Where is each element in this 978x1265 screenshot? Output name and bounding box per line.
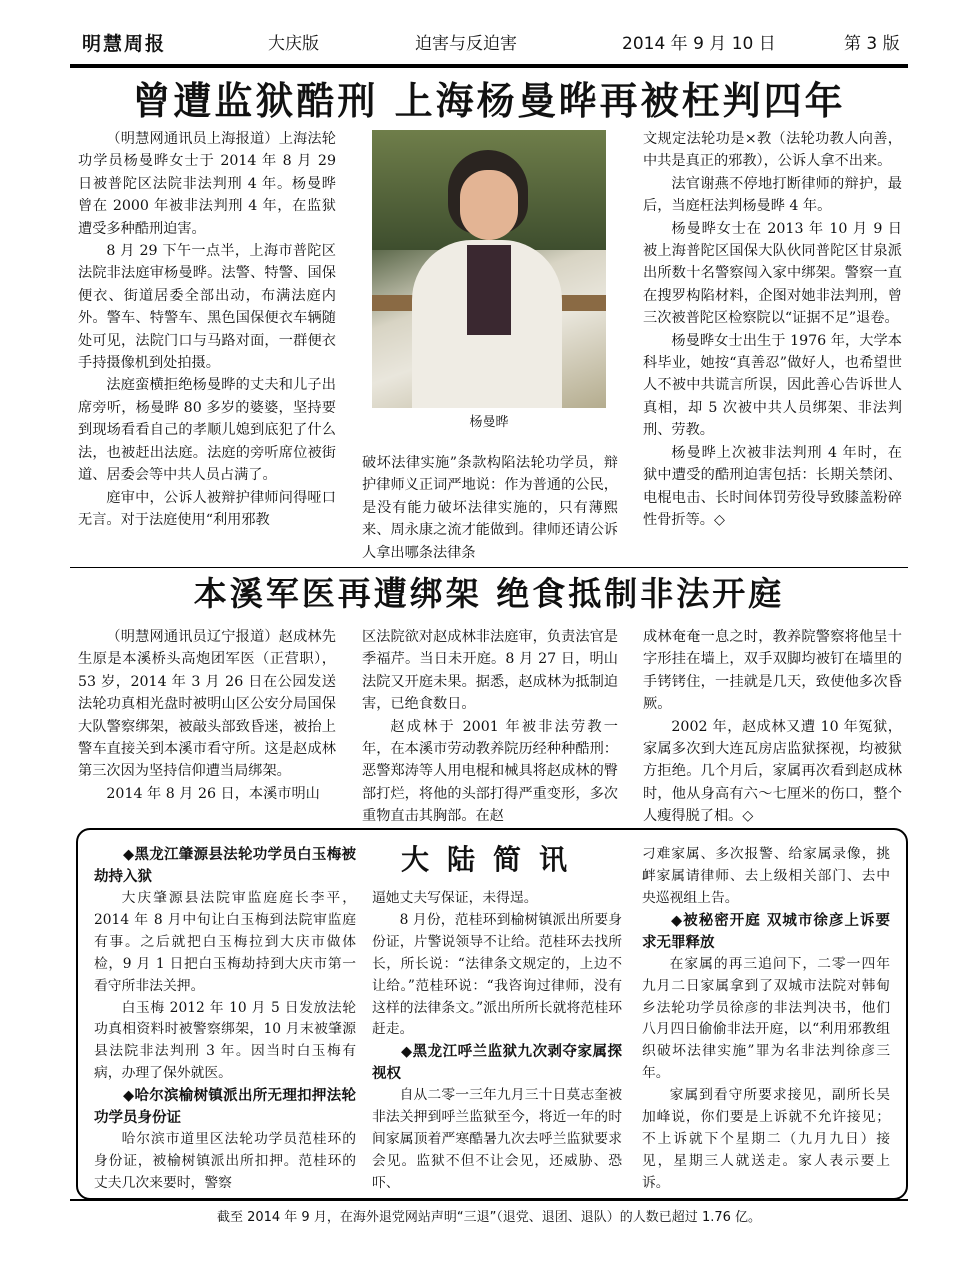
- brief-heading: ◆黑龙江肇源县法轮功学员白玉梅被劫持入狱: [94, 847, 356, 885]
- paragraph: 法庭蛮横拒绝杨曼晔的丈夫和儿子出席旁听，杨曼晔 80 多岁的婆婆，坚持要到现场看看自己的孝顺儿媳到底犯了什么法，也被赶出法庭。法庭的旁听席位被街道、居委会等中共人员占满了。: [78, 377, 336, 484]
- paragraph: 法官谢燕不停地打断律师的辩护，最后，当庭枉法判杨曼晔 4 年。: [643, 175, 902, 215]
- article1-title: 曾遭监狱酷刑 上海杨曼晔再被枉判四年: [132, 78, 846, 123]
- footer-rule: [70, 1199, 908, 1201]
- photo-caption: 杨曼晔: [469, 415, 509, 430]
- article2-column-2: [362, 626, 618, 828]
- briefs-column-3: [642, 844, 890, 1195]
- article2-column-1: [78, 626, 336, 805]
- paragraph: 杨曼晔上次被非法判刑 4 年时，在狱中遭受的酷刑迫害包括：长期关禁闭、电棍电击、长时间体罚劳役导致膝盖粉碎性骨折等。◇: [643, 444, 902, 528]
- paragraph: 成林奄奄一息之时，教养院警察将他呈十字形挂在墙上，双手双脚均被钉在墙里的手铐铐住，一挂就是几天，致使他多次昏厥。: [643, 629, 902, 713]
- paragraph: 2002 年，赵成林又遭 10 年冤狱，家属多次到大连瓦房店监狱探视，均被狱方拒绝。几个月后，家属再次看到赵成林时，他从身高有六～七厘米的伤口，整个人瘦得脱了相。◇: [643, 718, 902, 825]
- footer-notice: 截至 2014 年 9 月，在海外退党网站声明“三退”（退党、退团、退队）的人数已超过 1.76 亿。: [216, 1210, 762, 1225]
- paragraph: 庭审中，公诉人被辩护律师问得哑口无言。对于法庭使用“利用邪教: [78, 489, 336, 528]
- paragraph: （明慧网通讯员上海报道）上海法轮功学员杨曼晔女士于 2014 年 8 月 29 日被普陀区法院非法判刑 4 年。杨曼晔曾在 2000 年被非法判刑 4 年，在监狱遭受多种酷刑迫害。: [78, 131, 336, 237]
- paragraph: 杨曼晔女士在 2013 年 10 月 9 日被上海普陀区国保大队伙同普陀区甘泉派出所数十名警察闯入家中绑架。警察一直在搜罗构陷材料，企图对她非法判刑，曾三次被普陀区检察院以“证据不足”退卷。: [643, 220, 902, 327]
- paragraph: 杨曼晔女士出生于 1976 年，大学本科毕业，她按“真善忍”做好人，也希望世人不被中共谎言所误，因此善心告诉世人真相，却 5 次被中共人员绑架、非法判刑、劳教。: [643, 332, 902, 439]
- masthead: 明慧周报: [82, 33, 167, 55]
- paragraph: 文规定法轮功是×教（法轮功教人向善，中共是真正的邪教），公诉人拿不出来。: [643, 131, 902, 170]
- briefs-title: 大陆简讯: [400, 843, 585, 876]
- paragraph: 自从二零一三年九月三十日莫志奎被非法关押到呼兰监狱至今，将近一年的时间家属顶着严寒酷暑九次去呼兰监狱要求会见。监狱不但不让会见，还威胁、恐吓、: [372, 1087, 622, 1191]
- paragraph: 逼她丈夫写保证，未得逞。: [372, 890, 538, 906]
- paragraph: 赵成林于 2001 年被非法劳教一年，在本溪市劳动教养院历经种种酷刑：恶警郑涛等人用电棍和械具将赵成林的臀部打烂，将他的头部打得严重变形，多次重物直击其胸部。在赵: [362, 718, 618, 825]
- article2-column-3: [643, 626, 902, 828]
- paragraph: 刁难家属、多次报警、给家属录像，挑衅家属请律师、去上级相关部门、去中央巡视组上告。: [642, 846, 890, 906]
- brief-heading: ◆被秘密开庭 双城市徐彦上诉要求无罪释放: [642, 912, 890, 951]
- paragraph: 白玉梅 2012 年 10 月 5 日发放法轮功真相资料时被警察绑架，10 月末被肇源县法院非法判刑 3 年。因当时白玉梅有病，办理了保外就医。: [94, 999, 356, 1082]
- article1-column-3: [643, 128, 902, 531]
- brief-heading: ◆哈尔滨榆树镇派出所无理扣押法轮功学员身份证: [94, 1088, 356, 1127]
- header-rule: [70, 64, 908, 68]
- portrait-photo: [372, 130, 606, 408]
- page-number: 第 3 版: [844, 34, 900, 54]
- article2-title: 本溪军医再遭绑架 绝食抵制非法开庭: [193, 574, 785, 613]
- paragraph: 8 月份，范桂环到榆树镇派出所要身份证，片警说领导不让给。范桂环去找所长，所长说：“法律条文规定的，上边不让给。”范桂环说：“我咨询过律师，没有这样的法律条文。”派出所所长就将范桂环赶走。: [372, 911, 622, 1038]
- paragraph: （明慧网通讯员辽宁报道）赵成林先生原是本溪桥头高炮团军医（正营职），53 岁，2014 年 3 月 26 日在公园发送法轮功真相光盘时被明山区公安分局国保大队警察绑架，被敲头部致昏迷，被抬上警车直接关到本溪市看守所。这是赵成林第三次因为坚持信仰遭当局绑架。: [78, 629, 336, 780]
- paragraph: 大庆肇源县法院审监庭庭长李平，2014 年 8 月中旬让白玉梅到法院审监庭有事。之后就把白玉梅拉到大庆市做体检，9 月 1 日把白玉梅劫持到大庆市第一看守所非法关押。: [94, 890, 356, 994]
- edition-label: 大庆版: [268, 34, 319, 54]
- paragraph: 破坏法律实施”条款构陷法轮功学员，辩护律师义正词严地说：作为普通的公民，是没有能力破坏法律实施的，只有薄熙来、周永康之流才能做到。律师还请公诉人拿出哪条法律条: [362, 455, 618, 561]
- paragraph: 8 月 29 下午一点半，上海市普陀区法院非法庭审杨曼晔。法警、特警、国保便衣、街道居委全部出动，布满法庭内外。警车、特警车、黑色国保便衣车辆随处可见，法院门口与马路对面，一群便衣手持摄像机到处拍摄。: [78, 243, 336, 372]
- briefs-column-2: [372, 888, 622, 1195]
- briefs-box: [76, 828, 908, 1200]
- brief-heading: ◆黑龙江呼兰监狱九次剥夺家属探视权: [372, 1044, 622, 1083]
- paragraph: 2014 年 8 月 26 日，本溪市明山: [106, 785, 320, 802]
- page-header: [0, 0, 978, 70]
- article1-column-2: [362, 452, 618, 564]
- briefs-column-1: [94, 844, 356, 1195]
- paragraph: 在家属的再三追问下，二零一四年九月二日家属拿到了双城市法院对韩甸乡法轮功学员徐彦的非法判决书，他们八月四日偷偷非法开庭，以“利用邪教组织破坏法律实施”罪为名非法判徐彦三年。: [642, 955, 890, 1082]
- issue-date: 2014 年 9 月 10 日: [622, 34, 776, 54]
- paragraph: 家属到看守所要求接见，副所长吴加峰说，你们要是上诉就不允许接见；不上诉就下个星期二（九月九日）接见，星期三人就送走。家人表示要上诉。: [642, 1087, 890, 1191]
- paragraph: 区法院欲对赵成林非法庭审，负责法官是季福芹。当日未开庭。8 月 27 日，明山法院又开庭未果。据悉，赵成林为抵制迫害，已绝食数日。: [362, 629, 618, 713]
- section-label: 迫害与反迫害: [415, 34, 517, 54]
- article1-column-1: [78, 128, 336, 531]
- article-divider: [70, 567, 908, 568]
- paragraph: 哈尔滨市道里区法轮功学员范桂环的身份证，被榆树镇派出所扣押。范桂环的丈夫几次来要时，警察: [94, 1131, 356, 1191]
